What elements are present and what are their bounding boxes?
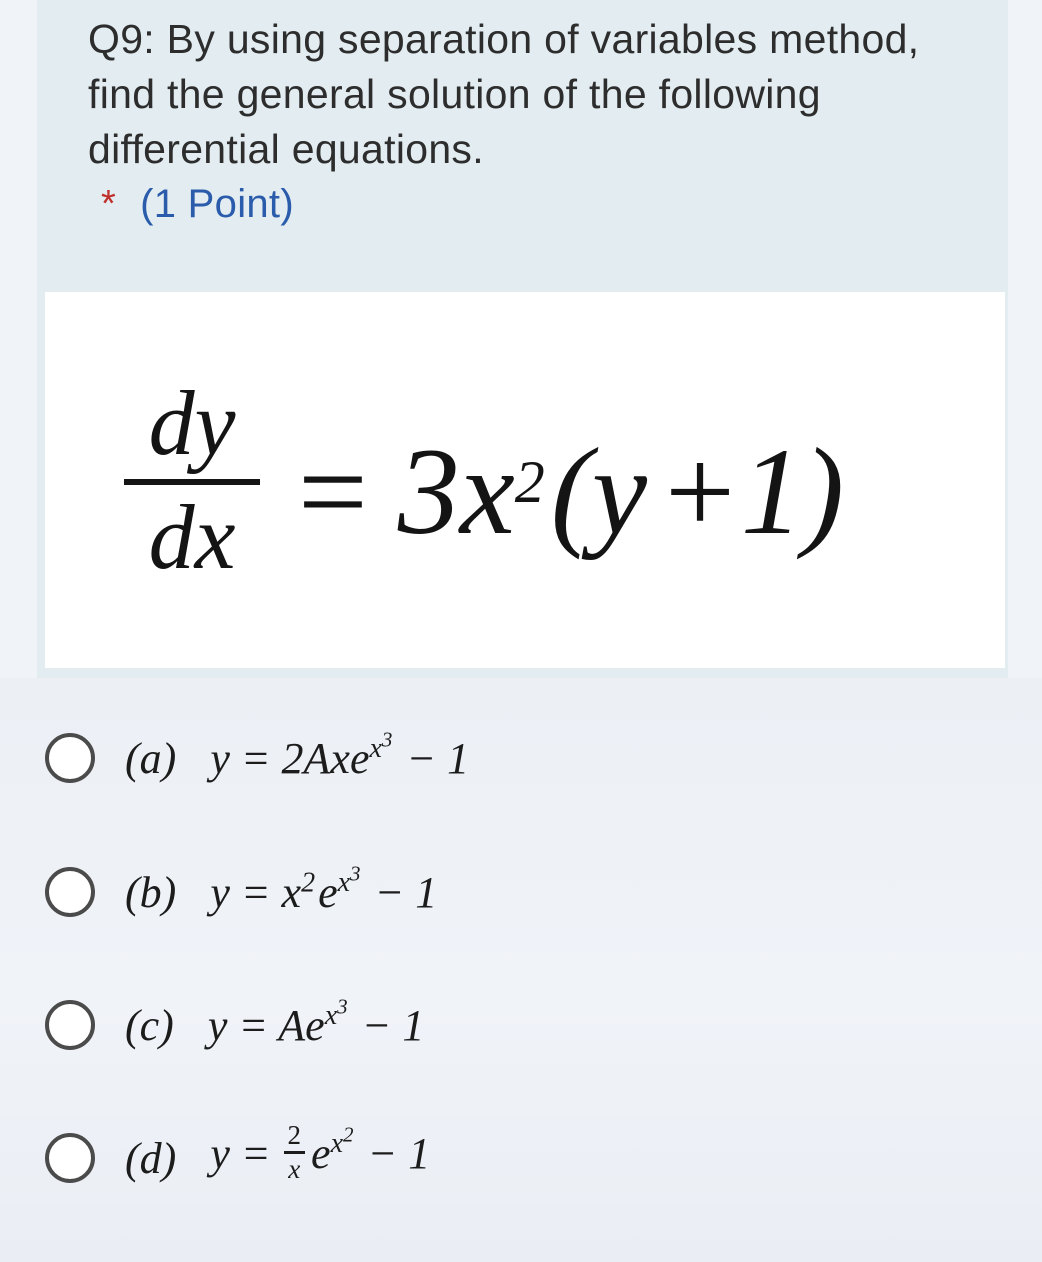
option-d-row[interactable]: [45, 1120, 431, 1186]
option-d-fraction-denominator: x: [288, 1153, 301, 1184]
option-b-exponent-base: x: [337, 866, 351, 898]
equation-right-side: [290, 423, 845, 560]
option-b-label: (b): [125, 867, 177, 917]
option-a-exponent-base: x: [369, 732, 382, 764]
option-c-exponent-base: x: [324, 999, 338, 1031]
option-d-math: [210, 1120, 431, 1189]
equation-fraction: [124, 372, 260, 588]
option-a-tail: − 1: [406, 733, 470, 783]
option-b-math: [210, 861, 438, 918]
option-c-math: [207, 994, 425, 1051]
option-d-e: e: [311, 1129, 331, 1179]
option-b-expression: y = x: [210, 867, 302, 917]
factor-open-paren: (: [550, 423, 593, 560]
option-c-expression: y = Ae: [207, 1000, 325, 1050]
option-d-tail: − 1: [367, 1129, 431, 1179]
option-d-radio[interactable]: [45, 1133, 95, 1183]
option-c-tail: − 1: [361, 1000, 425, 1050]
factor-variable: y: [592, 423, 648, 560]
option-a-expression: y = 2Axe: [210, 733, 370, 783]
option-b-radio[interactable]: [45, 867, 95, 917]
option-b-square: 2: [301, 866, 316, 898]
points-label: (1 Point): [140, 182, 294, 226]
equals-sign: =: [290, 423, 374, 560]
option-a-math: [210, 727, 470, 784]
equation-term: 3x: [397, 423, 515, 560]
equation-image: [45, 292, 1005, 668]
option-a-label: (a): [125, 733, 177, 783]
option-d-exponent-base: x: [330, 1128, 344, 1160]
equation-denominator: dx: [148, 486, 236, 588]
option-d-fraction: [284, 1121, 306, 1183]
option-a-radio[interactable]: [45, 733, 95, 783]
equation-numerator: dy: [148, 372, 236, 474]
option-c-exponent-power: 3: [337, 994, 348, 1019]
option-c-radio[interactable]: [45, 1000, 95, 1050]
option-a-exponent-power: 3: [381, 727, 393, 752]
option-b-e: e: [318, 867, 338, 917]
option-d-fraction-numerator: 2: [284, 1121, 306, 1153]
required-asterisk: *: [101, 183, 117, 225]
option-c-label: (c): [125, 1000, 174, 1050]
equation-exponent: 2: [514, 448, 545, 515]
option-c-row[interactable]: [45, 994, 425, 1053]
question-title: Q9: By using separation of variables method, find the general solution of the following differential equations.: [88, 16, 920, 172]
question-card: [37, 0, 1008, 678]
factor-rest: +1): [657, 423, 845, 560]
points-line: [101, 176, 294, 232]
option-b-tail: − 1: [374, 867, 438, 917]
option-d-exponent-power: 2: [343, 1123, 354, 1148]
option-a-row[interactable]: [45, 727, 470, 786]
option-b-row[interactable]: [45, 861, 438, 920]
option-d-label: (d): [125, 1133, 177, 1183]
option-d-expression: y =: [210, 1129, 282, 1179]
fraction-bar: [124, 479, 260, 485]
option-b-exponent-power: 3: [350, 861, 361, 886]
